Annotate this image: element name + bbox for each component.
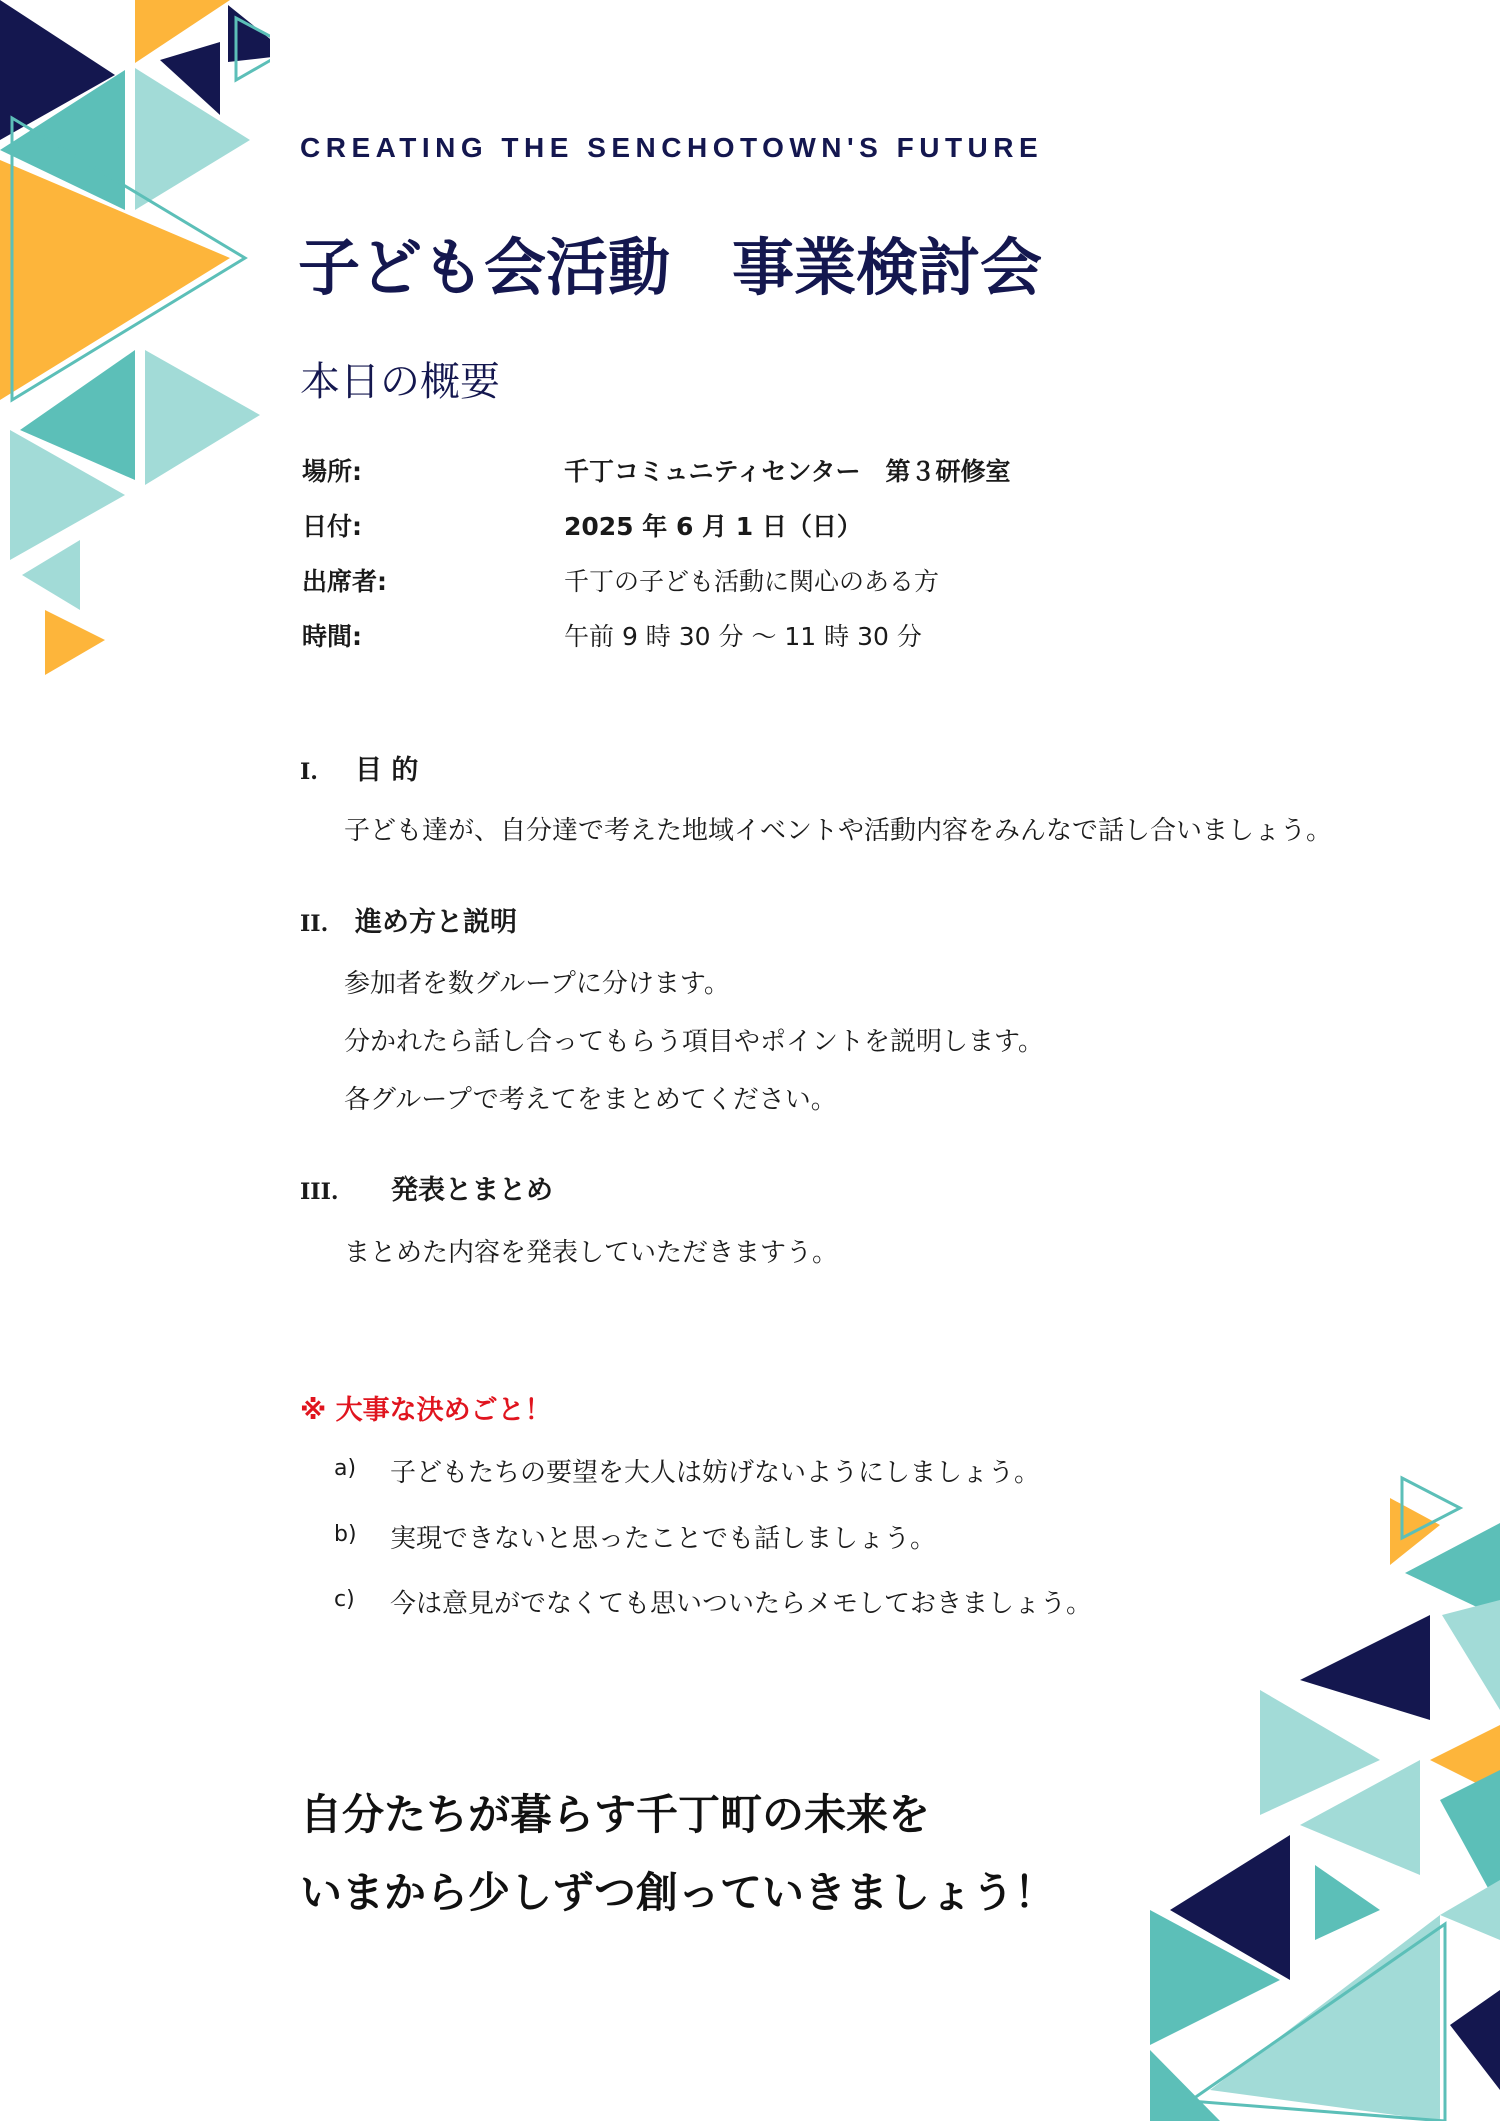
section-body-line: まとめた内容を発表していただきますう。: [344, 1238, 839, 1268]
section-body-line: 各グループで考えてをまとめてください。: [344, 1085, 837, 1115]
rule-text: 今は意見がでなくても思いついたらメモしておきましょう。: [390, 1589, 1093, 1619]
rule-marker: c): [334, 1587, 355, 1612]
section-title: 発表とまとめ: [391, 1175, 553, 1206]
section-title: 目 的: [355, 755, 419, 786]
notice-heading: ※ 大事な決めごと！: [300, 1395, 552, 1426]
decorative-triangles-bottom-right: [1150, 1470, 1500, 2121]
page-subtitle: 本日の概要: [300, 359, 500, 405]
section-number: I.: [300, 759, 318, 785]
section-heading-purpose: [300, 748, 418, 787]
section-body-line: 子ども達が、自分達で考えた地域イベントや活動内容をみんなで話し合いましょう。: [344, 816, 1333, 846]
info-label: 時間:: [302, 622, 362, 651]
rule-marker: a): [334, 1456, 357, 1481]
rule-text: 子どもたちの要望を大人は妨げないようにしましょう。: [390, 1458, 1041, 1488]
info-label: 場所:: [302, 457, 362, 486]
info-label: 出席者:: [302, 567, 387, 596]
section-title: 進め方と説明: [355, 907, 517, 938]
info-label: 日付:: [302, 512, 362, 541]
section-body-line: 参加者を数グループに分けます。: [344, 969, 730, 999]
rule-text: 実現できないと思ったことでも話しましょう。: [390, 1524, 937, 1554]
tagline: CREATING THE SENCHOTOWN'S FUTURE: [300, 132, 1044, 163]
decorative-triangles-top-left: [0, 0, 270, 690]
section-number: III.: [300, 1179, 339, 1205]
info-value: 午前 9 時 30 分 ～ 11 時 30 分: [564, 622, 922, 651]
info-value: 千丁コミュニティセンター 第３研修室: [564, 457, 1011, 486]
rule-marker: b): [334, 1522, 357, 1547]
section-number: II.: [300, 911, 329, 937]
closing-line: 自分たちが暮らす千丁町の未来を: [300, 1790, 931, 1839]
info-value: 2025 年 6 月 1 日（日）: [564, 512, 862, 541]
page-title: 子ども会活動 事業検討会: [298, 231, 1043, 304]
section-heading-procedure: [300, 900, 517, 939]
info-value: 千丁の子ども活動に関心のある方: [564, 567, 940, 596]
section-body-line: 分かれたら話し合ってもらう項目やポイントを説明します。: [344, 1027, 1044, 1057]
section-heading-presentation: [300, 1168, 553, 1207]
closing-line: いまから少しずつ創っていきましょう！: [300, 1868, 1057, 1917]
